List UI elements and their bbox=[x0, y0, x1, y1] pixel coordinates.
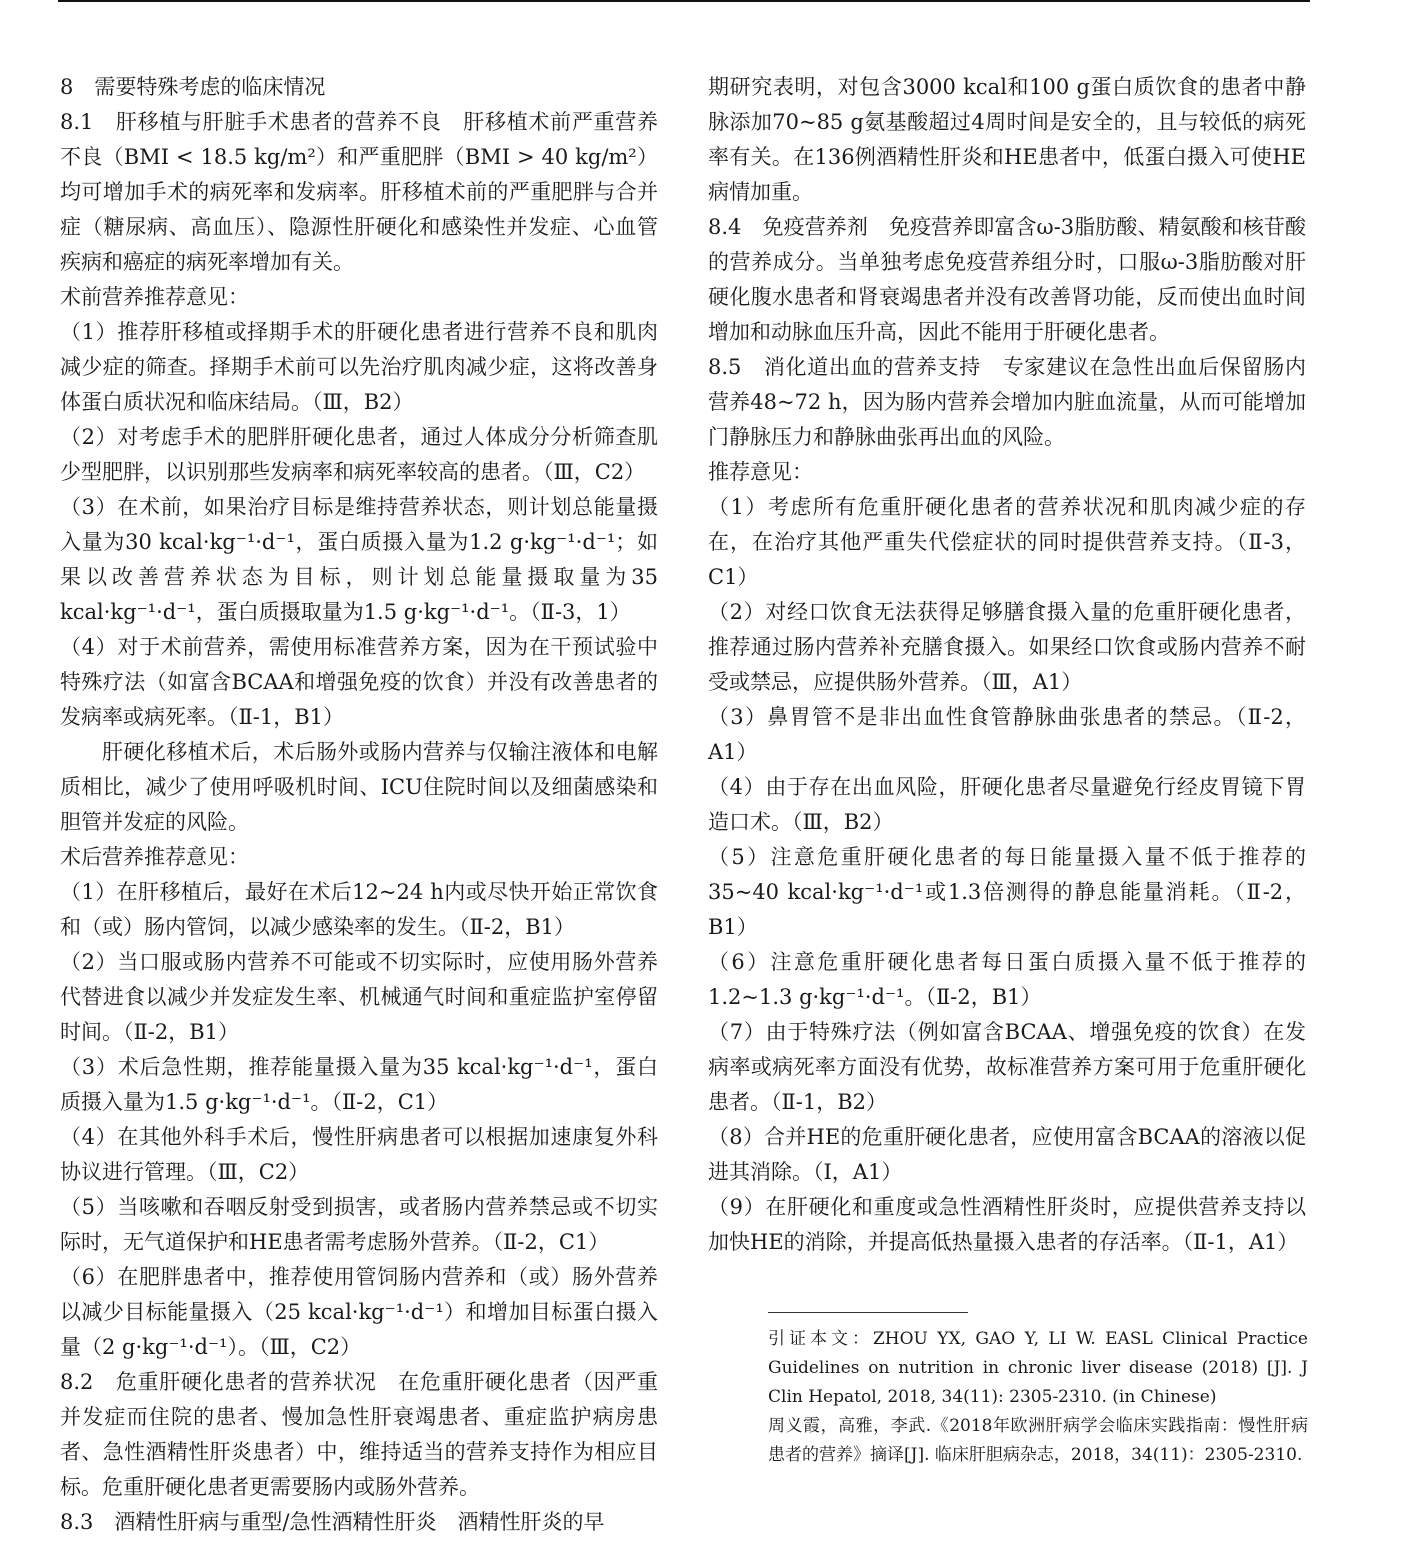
paragraph: 8.5 消化道出血的营养支持 专家建议在急性出血后保留肠内营养48~72 h，因为肠内营养会增加内脏血流量，从而可能增加门静脉压力和静脉曲张再出血的风险。 bbox=[708, 355, 1306, 449]
paragraph: （1）在肝移植后，最好在术后12~24 h内或尽快开始正常饮食和（或）肠内管饲，以减少感染率的发生。（Ⅱ-2，B1） bbox=[60, 880, 658, 939]
paragraph: （1）推荐肝移植或择期手术的肝硬化患者进行营养不良和肌肉减少症的筛查。择期手术前可以先治疗肌肉减少症，这将改善身体蛋白质状况和临床结局。（Ⅲ，B2） bbox=[60, 320, 658, 414]
paragraph: （3）术后急性期，推荐能量摄入量为35 kcal·kg⁻¹·d⁻¹，蛋白质摄入量为1.5 g·kg⁻¹·d⁻¹。（Ⅱ-2，C1） bbox=[60, 1055, 658, 1114]
citation-footnote bbox=[768, 1312, 1308, 1470]
paragraph: （5）当咳嗽和吞咽反射受到损害，或者肠内营养禁忌或不切实际时，无气道保护和HE患者需考虑肠外营养。（Ⅱ-2，C1） bbox=[60, 1195, 658, 1254]
paragraph: （2）对考虑手术的肥胖肝硬化患者，通过人体成分分析筛查肌少型肥胖，以识别那些发病率和病死率较高的患者。（Ⅲ，C2） bbox=[60, 425, 658, 484]
paragraph: （4）在其他外科手术后，慢性肝病患者可以根据加速康复外科协议进行管理。（Ⅲ，C2） bbox=[60, 1125, 658, 1184]
footnote-rule bbox=[768, 1312, 968, 1313]
left-column bbox=[60, 70, 658, 1540]
paragraph: （1）考虑所有危重肝硬化患者的营养状况和肌肉减少症的存在，在治疗其他严重失代偿症状的同时提供营养支持。（Ⅱ-3，C1） bbox=[708, 495, 1306, 589]
paragraph: 期研究表明，对包含3000 kcal和100 g蛋白质饮食的患者中静脉添加70~85 g氨基酸超过4周时间是安全的，且与较低的病死率有关。在136例酒精性肝炎和HE患者中，低蛋白摄入可使HE病情加重。 bbox=[708, 75, 1306, 204]
paragraph: （4）对于术前营养，需使用标准营养方案，因为在干预试验中特殊疗法（如富含BCAA和增强免疫的饮食）并没有改善患者的发病率或病死率。（Ⅱ-1，B1） bbox=[60, 635, 658, 729]
paragraph: （2）当口服或肠内营养不可能或不切实际时，应使用肠外营养代替进食以减少并发症发生率、机械通气时间和重症监护室停留时间。（Ⅱ-2，B1） bbox=[60, 950, 658, 1044]
citation-english: 引证本文：ZHOU YX, GAO Y, LI W. EASL Clinical Practice Guidelines on nutrition in chronic liver disease (2018) [J]. J Clin Hepatol, 2018, 34(11): 2305-2310. (in Chinese) bbox=[768, 1329, 1308, 1407]
paragraph: （5）注意危重肝硬化患者的每日能量摄入量不低于推荐的35~40 kcal·kg⁻¹·d⁻¹或1.3倍测得的静息能量消耗。（Ⅱ-2，B1） bbox=[708, 845, 1306, 939]
right-column bbox=[708, 70, 1306, 1260]
section-heading: 推荐意见： bbox=[708, 460, 813, 484]
paragraph: 肝硬化移植术后，术后肠外或肠内营养与仅输注液体和电解质相比，减少了使用呼吸机时间、ICU住院时间以及细菌感染和胆管并发症的风险。 bbox=[60, 740, 658, 834]
paragraph: （4）由于存在出血风险，肝硬化患者尽量避免行经皮胃镜下胃造口术。（Ⅲ，B2） bbox=[708, 775, 1306, 834]
paragraph: 8.4 免疫营养剂 免疫营养即富含ω-3脂肪酸、精氨酸和核苷酸的营养成分。当单独考虑免疫营养组分时，口服ω-3脂肪酸对肝硬化腹水患者和肾衰竭患者并没有改善肾功能，反而使出血时间增加和动脉血压升高，因此不能用于肝硬化患者。 bbox=[708, 215, 1306, 344]
paragraph: （3）在术前，如果治疗目标是维持营养状态，则计划总能量摄入量为30 kcal·kg⁻¹·d⁻¹，蛋白质摄入量为1.2 g·kg⁻¹·d⁻¹；如果以改善营养状态为目标，则计划总能量摄取量为35 kcal·kg⁻¹·d⁻¹，蛋白质摄取量为1.5 g·kg⁻¹·d⁻¹。（Ⅱ-3，1） bbox=[60, 495, 658, 624]
paragraph: （6）在肥胖患者中，推荐使用管饲肠内营养和（或）肠外营养以减少目标能量摄入（25 kcal·kg⁻¹·d⁻¹）和增加目标蛋白摄入量（2 g·kg⁻¹·d⁻¹）。（Ⅲ，C2） bbox=[60, 1265, 658, 1359]
paragraph: （9）在肝硬化和重度或急性酒精性肝炎时，应提供营养支持以加快HE的消除，并提高低热量摄入患者的存活率。（Ⅱ-1，A1） bbox=[708, 1195, 1306, 1254]
paragraph: （7）由于特殊疗法（例如富含BCAA、增强免疫的饮食）在发病率或病死率方面没有优势，故标准营养方案可用于危重肝硬化患者。（Ⅱ-1，B2） bbox=[708, 1020, 1306, 1114]
paragraph: 8.3 酒精性肝病与重型/急性酒精性肝炎 酒精性肝炎的早 bbox=[60, 1510, 605, 1534]
section-heading: 8 需要特殊考虑的临床情况 bbox=[60, 75, 326, 99]
section-heading: 术前营养推荐意见： bbox=[60, 285, 249, 309]
paragraph: （2）对经口饮食无法获得足够膳食摄入量的危重肝硬化患者，推荐通过肠内营养补充膳食摄入。如果经口饮食或肠内营养不耐受或禁忌，应提供肠外营养。（Ⅲ，A1） bbox=[708, 600, 1306, 694]
paragraph: （6）注意危重肝硬化患者每日蛋白质摄入量不低于推荐的1.2~1.3 g·kg⁻¹·d⁻¹。（Ⅱ-2，B1） bbox=[708, 950, 1306, 1009]
paragraph: 8.1 肝移植与肝脏手术患者的营养不良 肝移植术前严重营养不良（BMI < 18.5 kg/m²）和严重肥胖（BMI > 40 kg/m²）均可增加手术的病死率和发病率。肝移植术前的严重肥胖与合并症（糖尿病、高血压）、隐源性肝硬化和感染性并发症、心血管疾病和癌症的病死率增加有关。 bbox=[60, 110, 658, 274]
paragraph: （3）鼻胃管不是非出血性食管静脉曲张患者的禁忌。（Ⅱ-2，A1） bbox=[708, 705, 1306, 764]
paragraph: 8.2 危重肝硬化患者的营养状况 在危重肝硬化患者（因严重并发症而住院的患者、慢加急性肝衰竭患者、重症监护病房患者、急性酒精性肝炎患者）中，维持适当的营养支持作为相应目标。危重肝硬化患者更需要肠内或肠外营养。 bbox=[60, 1370, 658, 1499]
citation-chinese: 周义霞，高雅，李武.《2018年欧洲肝病学会临床实践指南：慢性肝病患者的营养》摘译[J]. 临床肝胆病杂志，2018，34(11)：2305-2310. bbox=[768, 1416, 1308, 1465]
top-rule bbox=[58, 0, 1310, 2]
section-heading: 术后营养推荐意见： bbox=[60, 845, 249, 869]
paragraph: （8）合并HE的危重肝硬化患者，应使用富含BCAA的溶液以促进其消除。（Ⅰ，A1） bbox=[708, 1125, 1306, 1184]
